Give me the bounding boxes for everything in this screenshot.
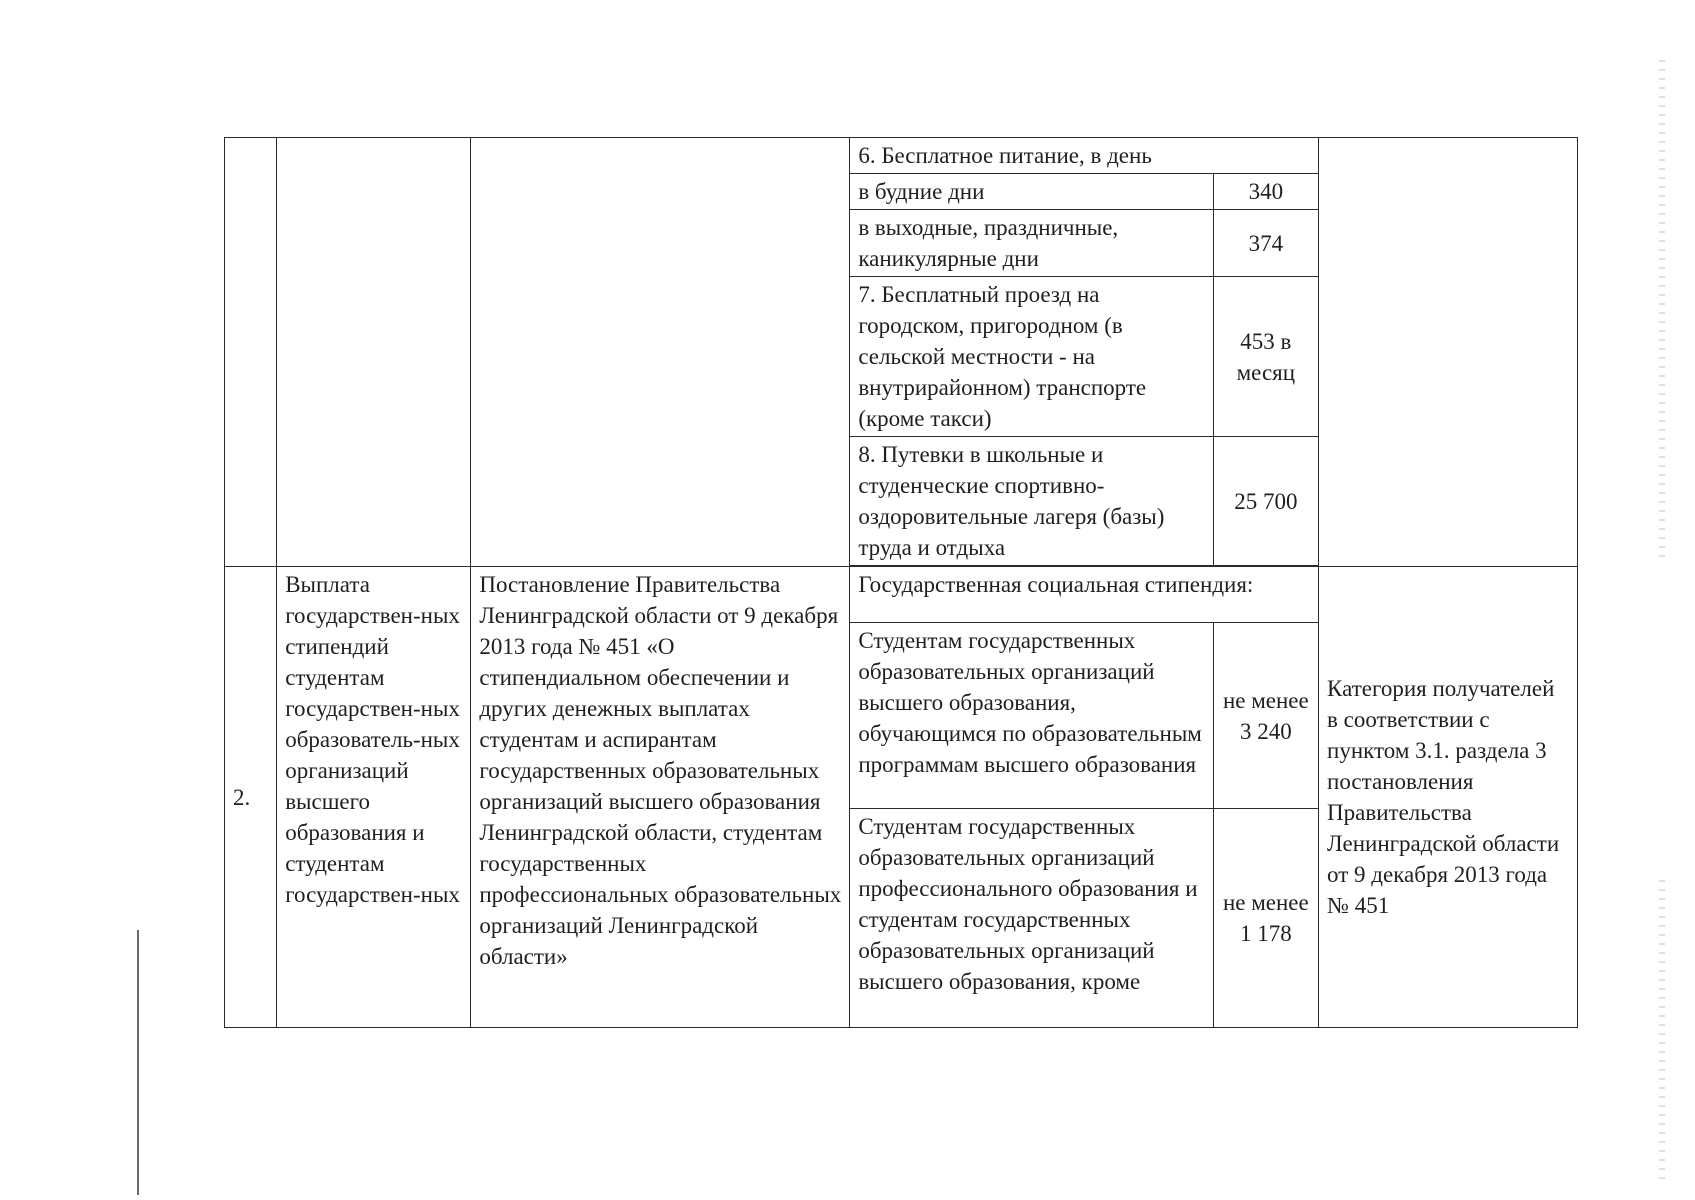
item-8-value: 25 700 [1213, 437, 1318, 566]
scan-binding-line [137, 930, 139, 1195]
table-row [225, 567, 1578, 623]
row2-measure: Выплата государствен-ных стипендий студентам государствен-ных образователь-ных организаций высшего образования и студентам государствен-ных [277, 567, 471, 1028]
weekday-label: в будние дни [850, 174, 1213, 210]
item-6-label: 6. Бесплатное питание, в день [850, 138, 1319, 174]
item-7-label: 7. Бесплатный проезд на городском, пригородном (в сельской местности - на внутрирайонном) транспорте (кроме такси) [850, 277, 1213, 437]
row1-number-cell [225, 138, 277, 567]
row2-item-1-value: не менее 3 240 [1213, 623, 1318, 809]
item-8-label: 8. Путевки в школьные и студенческие спортивно-оздоровительные лагеря (базы) труда и отдыха [850, 437, 1213, 566]
weekday-value: 340 [1213, 174, 1318, 210]
weekend-label: в выходные, праздничные, каникулярные дни [850, 210, 1213, 277]
row1-recipients-cell [1319, 138, 1578, 567]
row2-subheader: Государственная социальная стипендия: [850, 567, 1319, 623]
row2-item-2-value: не менее 1 178 [1213, 809, 1318, 1028]
row2-number: 2. [225, 567, 277, 1028]
row1-legal-act-cell [471, 138, 850, 567]
weekend-value: 374 [1213, 210, 1318, 277]
scan-edge-noise [1659, 880, 1665, 1180]
row2-recipients: Категория получателей в соответствии с пунктом 3.1. раздела 3 постановления Правительства Ленинградской области от 9 декабря 2013 года № 451 [1319, 567, 1578, 1028]
scan-edge-noise [1659, 60, 1665, 560]
item-7-value: 453 в месяц [1213, 277, 1318, 437]
benefits-table [224, 137, 1578, 1028]
row1-measure-cell [277, 138, 471, 567]
row2-legal-act: Постановление Правительства Ленинградской области от 9 декабря 2013 года № 451 «О стипендиальном обеспечении и других денежных выплатах студентам и аспирантам государственных образовательных организаций высшего образования Ленинградской области, студентам государственных профессиональных образовательных организаций Ленинградской области» [471, 567, 850, 1028]
table-row [225, 138, 1578, 174]
row2-item-1-label: Студентам государственных образовательных организаций высшего образования, обучающимся по образовательным программам высшего образования [850, 623, 1213, 809]
row2-item-2-label: Студентам государственных образовательных организаций профессионального образования и студентам государственных образовательных организаций высшего образования, кроме [850, 809, 1213, 1028]
